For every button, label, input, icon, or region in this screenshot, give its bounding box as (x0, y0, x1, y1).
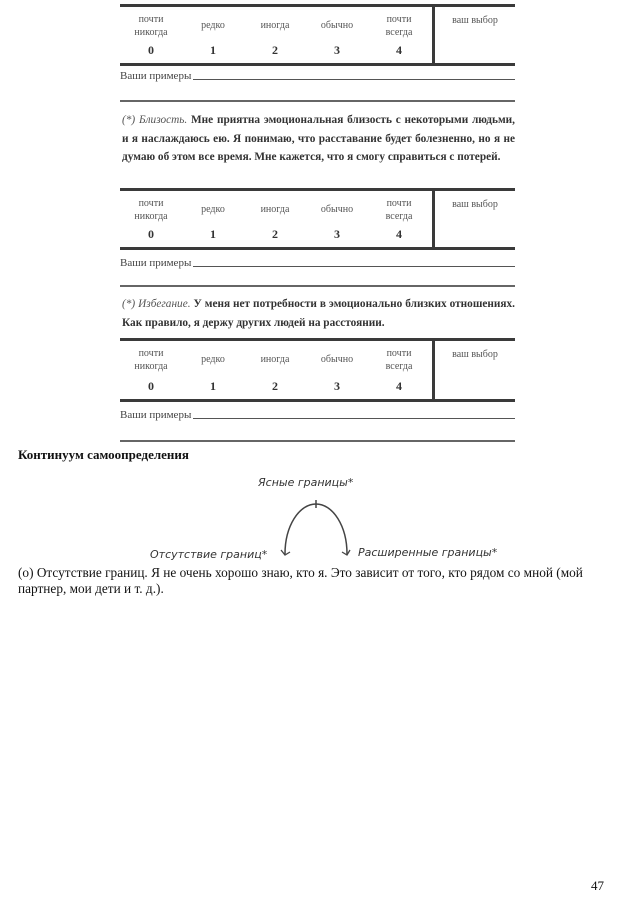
arc-arrow-icon (0, 470, 620, 570)
scale-col-0: почти никогда 0 (134, 14, 168, 57)
body-paragraph: (о) Отсутствие границ. Я не очень хорошо знаю, кто я. Это зависит от того, кто рядом со мной (мой партнер, мои дети и т. д.). (18, 565, 583, 596)
item-avoidance: (*) Избегание. У меня нет потребности в эмоционально близких отношениях. Как правило, я держу других людей на расстоянии. (122, 298, 515, 329)
scale-col-1: редко 1 (201, 354, 225, 393)
divider (120, 100, 515, 102)
item-closeness: (*) Близость. Мне приятна эмоциональная близость с некоторыми людьми, и я наслаждаюсь ею. Я понимаю, что расставание будет болезненно, но я не думаю об этом все время. Мне кажется, что я смогу справиться с потерей. (122, 114, 516, 163)
section-heading: Континуум самоопределения (18, 447, 189, 462)
your-choice-cell[interactable]: ваш выбор (432, 191, 515, 247)
divider (120, 440, 515, 442)
scale-col-4: почти всегда 4 (385, 348, 413, 393)
scale-col-3: обычно 3 (320, 354, 354, 393)
examples-field-1[interactable]: Ваши примеры (120, 70, 515, 82)
scale-col-2: иногда 2 (260, 354, 290, 393)
your-choice-cell[interactable]: ваш выбор (432, 341, 515, 399)
scale-col-0: почти никогда 0 (134, 198, 168, 241)
scale-col-2: иногда 2 (260, 204, 290, 241)
rating-table-3 (120, 338, 515, 402)
examples-field-2[interactable]: Ваши примеры (120, 257, 515, 269)
your-choice-cell[interactable]: ваш выбор (432, 7, 515, 63)
diagram-label-right: Расширенные границы* (358, 546, 498, 559)
boundaries-continuum-diagram (0, 470, 620, 570)
scale-col-4: почти всегда 4 (385, 198, 413, 241)
scale-col-2: иногда 2 (260, 20, 290, 57)
rating-table-2 (120, 188, 515, 250)
rating-table-1 (120, 4, 515, 66)
divider (120, 285, 515, 287)
examples-field-3[interactable]: Ваши примеры (120, 409, 515, 421)
scale-col-3: обычно 3 (320, 20, 354, 57)
diagram-label-left: Отсутствие границ* (150, 548, 268, 561)
scale-col-1: редко 1 (201, 204, 225, 241)
scale-col-1: редко 1 (201, 20, 225, 57)
diagram-label-top: Ясные границы* (258, 476, 354, 489)
page-number: 47 (591, 878, 604, 893)
scale-col-3: обычно 3 (320, 204, 354, 241)
scale-col-4: почти всегда 4 (385, 14, 413, 57)
scale-col-0: почти никогда 0 (134, 348, 168, 393)
